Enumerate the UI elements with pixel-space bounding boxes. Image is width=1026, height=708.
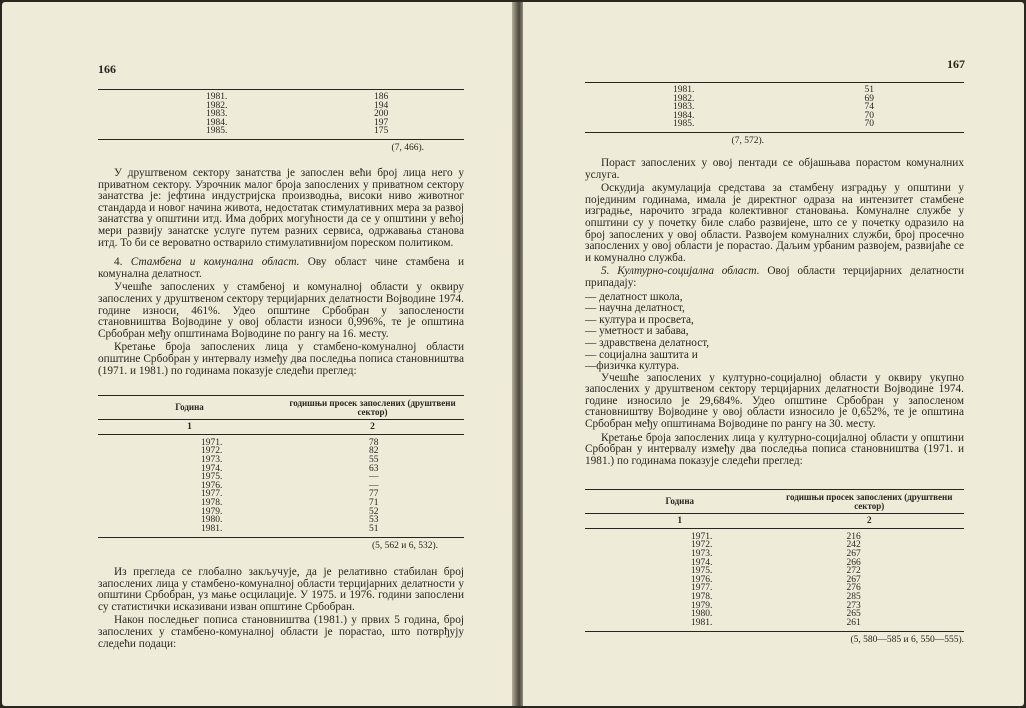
right-text-1 — [585, 158, 964, 469]
value-cell: — — [369, 472, 379, 483]
year-cell: 1971. — [691, 531, 713, 542]
main-table-source: (5, 562 и 6, 532). — [371, 541, 438, 552]
paragraph: Из прегледа се глобално закључује, да је релативно стабилан број запослених лица у стамбено-комуналној области терцијарних делатности у општини Србобран, уз мање осцилације. У 1975. и 1976. години запослени су статистички исказивани изван општине Србобран. — [98, 566, 464, 613]
section-title: Стамбена и комунална област. — [130, 256, 300, 269]
value-cell: 266 — [846, 557, 861, 568]
left-page — [2, 2, 514, 706]
paragraph: Кретање броја запослених лица у културно-социјалној области у општини Србобран у интервалу између два последња пописа становништва (1971. и 1981.) по годинама показује следећи преглед: — [585, 431, 964, 467]
main-table — [585, 489, 964, 645]
value-cell: 69 — [864, 93, 874, 104]
value-cell: 242 — [846, 540, 861, 551]
year-cell: 1981. — [201, 523, 223, 534]
value-cell: 267 — [846, 548, 861, 559]
section-text: Овој области терцијарних делатности припадају: — [585, 265, 965, 289]
value-cell: 194 — [374, 100, 389, 111]
top-table-body — [98, 93, 464, 136]
year-cell: 1979. — [201, 506, 223, 517]
list-item: —физичка култура. — [585, 360, 680, 373]
value-cell: 82 — [369, 446, 379, 457]
table-row — [585, 86, 964, 95]
table-row — [98, 456, 464, 465]
year-cell: 1973. — [691, 548, 713, 559]
year-cell: 1975. — [691, 566, 713, 577]
col-num-2: 2 — [866, 516, 872, 527]
year-cell: 1983. — [673, 102, 695, 113]
table-row — [585, 550, 964, 559]
table-row — [98, 439, 464, 448]
paragraph: Након последњег пописа становништва (1981.) у првих 5 година, број запослених у стамбено-комуналној области је порастао, што потврђују следећи подаци: — [98, 614, 464, 650]
table-row — [98, 127, 464, 136]
paragraph: У друштвеном сектору занатства је запослен већи број лица него у приватном сектору. Узрочник малог броја запослених у приватном сектору занатства је: јефтина индустријска производња, високи ниво животног стандарда и новог начина живота, недостатак стимулативних мера за развој занатства у општини итд. Има добрих могућности да се у општини у већој мери развију занатске услуге путем разних сервиса, одржавања станова итд. То би се вероватно остварило стимулативнијом пореском политиком. — [98, 167, 464, 249]
left-text-1 — [98, 168, 464, 379]
year-cell: 1984. — [206, 117, 228, 128]
activities-list — [585, 292, 964, 373]
value-cell: 200 — [374, 109, 389, 120]
value-cell: 70 — [864, 110, 874, 121]
value-cell: 63 — [369, 463, 379, 474]
value-cell: 186 — [374, 92, 389, 102]
table-row — [585, 567, 964, 576]
table-row — [98, 447, 464, 456]
col-num-2: 2 — [370, 422, 375, 433]
value-cell: 175 — [374, 126, 389, 137]
table-row — [98, 119, 464, 128]
year-cell: 1980. — [691, 609, 713, 620]
col-header-year: Година — [665, 496, 695, 507]
table-row — [585, 619, 964, 628]
table-row — [585, 559, 964, 568]
year-cell: 1978. — [201, 497, 223, 508]
section-text: Ову област чине стамбена и комунална делатност. — [98, 256, 464, 280]
year-cell: 1979. — [691, 600, 713, 611]
col-num-1: 1 — [677, 516, 683, 527]
list-item: — уметност и забава, — [585, 325, 689, 338]
value-cell: 52 — [369, 506, 379, 517]
value-cell: 276 — [846, 583, 861, 594]
section-5-heading — [585, 266, 964, 289]
paragraph: Кретање броја запослених лица у стамбено-комуналној области општине Србобран у интервалу између два последња пописа становништва (1971. и 1981.) по годинама показује следећи преглед: — [98, 341, 464, 377]
page-number: 166 — [98, 62, 116, 76]
value-cell: 197 — [374, 117, 389, 128]
section-title: Културно-социјална област. — [617, 265, 760, 278]
section-number: 4. — [114, 256, 123, 269]
table-row — [585, 610, 964, 619]
value-cell: 74 — [864, 102, 874, 113]
table-row — [98, 482, 464, 491]
table-row — [585, 602, 964, 611]
list-item: — здравствена делатност, — [585, 336, 710, 349]
year-cell: 1982. — [206, 100, 228, 111]
top-table-source: (7, 572). — [731, 135, 764, 146]
year-cell: 1981. — [691, 617, 713, 628]
year-cell: 1975. — [201, 472, 223, 483]
table-row — [585, 112, 964, 121]
section-number: 5. — [601, 265, 610, 278]
section-4-heading — [98, 257, 464, 280]
table-row — [585, 120, 964, 129]
right-page — [523, 2, 1024, 706]
year-cell: 1983. — [206, 109, 228, 120]
col-header-year: Година — [175, 402, 204, 413]
table-row — [585, 95, 964, 104]
value-cell: 216 — [846, 531, 861, 542]
table-row — [98, 490, 464, 499]
value-cell: 261 — [846, 617, 861, 628]
table-row — [585, 593, 964, 602]
paragraph: Учешће запослених у културно-социјалној области у оквиру укупно запослених у друштвеном сектору терцијарних делатности Војводине 1974. године износило је 29,684%. Удео општине Србобран у запосленом становништву Војводине у овој области износило је 0,652%, те је општина Србобран међу општинама Војводине по рангу на 30. месту. — [585, 371, 964, 431]
value-cell: 51 — [369, 523, 379, 534]
year-cell: 1985. — [673, 119, 695, 130]
year-cell: 1981. — [206, 92, 228, 102]
value-cell: 77 — [369, 489, 379, 500]
top-table-source: (7, 466). — [391, 142, 424, 153]
table-row — [585, 103, 964, 112]
value-cell: 267 — [846, 574, 861, 585]
main-table — [98, 395, 464, 551]
value-cell: 53 — [369, 515, 379, 526]
col-header-employees: годишњи просек запослених (друштвени сектор) — [289, 398, 456, 417]
paragraph: Учешће запослених у стамбеној и комуналној области у оквиру запослених у друштвеном сектору терцијарних делатности Војводине 1974. године износи, 461%. Удео општине Србобран у запослености становништва Војводине у овој области износи 0,996%, те је општина Србобран међу општинама Војводине по рангу на 16. месту. — [98, 281, 464, 340]
year-cell: 1971. — [201, 437, 223, 448]
list-item: — научна делатност, — [585, 302, 685, 315]
value-cell: 273 — [846, 600, 861, 611]
year-cell: 1974. — [201, 463, 223, 474]
page-number: 167 — [947, 57, 965, 71]
year-cell: 1984. — [673, 110, 695, 121]
year-cell: 1978. — [691, 591, 713, 602]
list-item: — делатност школа, — [585, 290, 683, 303]
year-cell: 1972. — [691, 540, 713, 551]
year-cell: 1977. — [691, 583, 713, 594]
table-row — [98, 508, 464, 517]
table-row — [98, 473, 464, 482]
value-cell: 55 — [369, 454, 379, 465]
year-cell: 1973. — [201, 454, 223, 465]
value-cell: 265 — [846, 609, 861, 620]
value-cell: 71 — [369, 497, 379, 508]
value-cell: 78 — [369, 437, 379, 448]
table-row — [98, 516, 464, 525]
paragraph: Оскудија акумулација средстава за стамбену изградњу у општини у појединим годинама, имала је директног одраза на интензитет стамбене изградње, нарочито зграда колективног становања. Комуналне службе у општини су у почетку биле слабо развијене, што се у почетку одразило на број запослених у овој области. Развојем комуналних служби, број просечно запослених у овој области је порастао. Даљим урбаним развојем, развијаће се и комунално служба. — [585, 182, 964, 264]
left-text-2 — [98, 567, 464, 652]
paragraph: Пораст запослених у овој пентади се објашњава порастом комуналних услуга. — [585, 157, 964, 181]
table-row — [98, 102, 464, 111]
value-cell: — — [369, 480, 379, 491]
table-row — [98, 465, 464, 474]
year-cell: 1980. — [201, 515, 223, 526]
table-row — [98, 110, 464, 119]
value-cell: 285 — [846, 591, 861, 602]
table-row — [98, 499, 464, 508]
year-cell: 1974. — [691, 557, 713, 568]
year-cell: 1985. — [206, 126, 228, 137]
top-table — [585, 82, 964, 146]
year-cell: 1982. — [673, 93, 695, 104]
year-cell: 1976. — [691, 574, 713, 585]
year-cell: 1981. — [673, 85, 695, 95]
value-cell: 70 — [864, 119, 874, 130]
table-row — [585, 541, 964, 550]
table-row — [585, 533, 964, 542]
main-table-source: (5, 580—585 и 6, 550—555). — [850, 635, 964, 646]
value-cell: 51 — [864, 85, 874, 95]
col-num-1: 1 — [187, 422, 192, 433]
list-item: — култура и просвета, — [585, 313, 694, 326]
table-row — [585, 584, 964, 593]
top-table — [98, 89, 464, 153]
table-row — [98, 93, 464, 102]
year-cell: 1972. — [201, 446, 223, 457]
year-cell: 1977. — [201, 489, 223, 500]
year-cell: 1976. — [201, 480, 223, 491]
list-item: — социјална заштита и — [585, 348, 698, 361]
table-row — [98, 525, 464, 534]
value-cell: 272 — [846, 566, 861, 577]
table-row — [585, 576, 964, 585]
col-header-employees: годишњи просек запослених (друштвени сектор) — [786, 492, 953, 511]
